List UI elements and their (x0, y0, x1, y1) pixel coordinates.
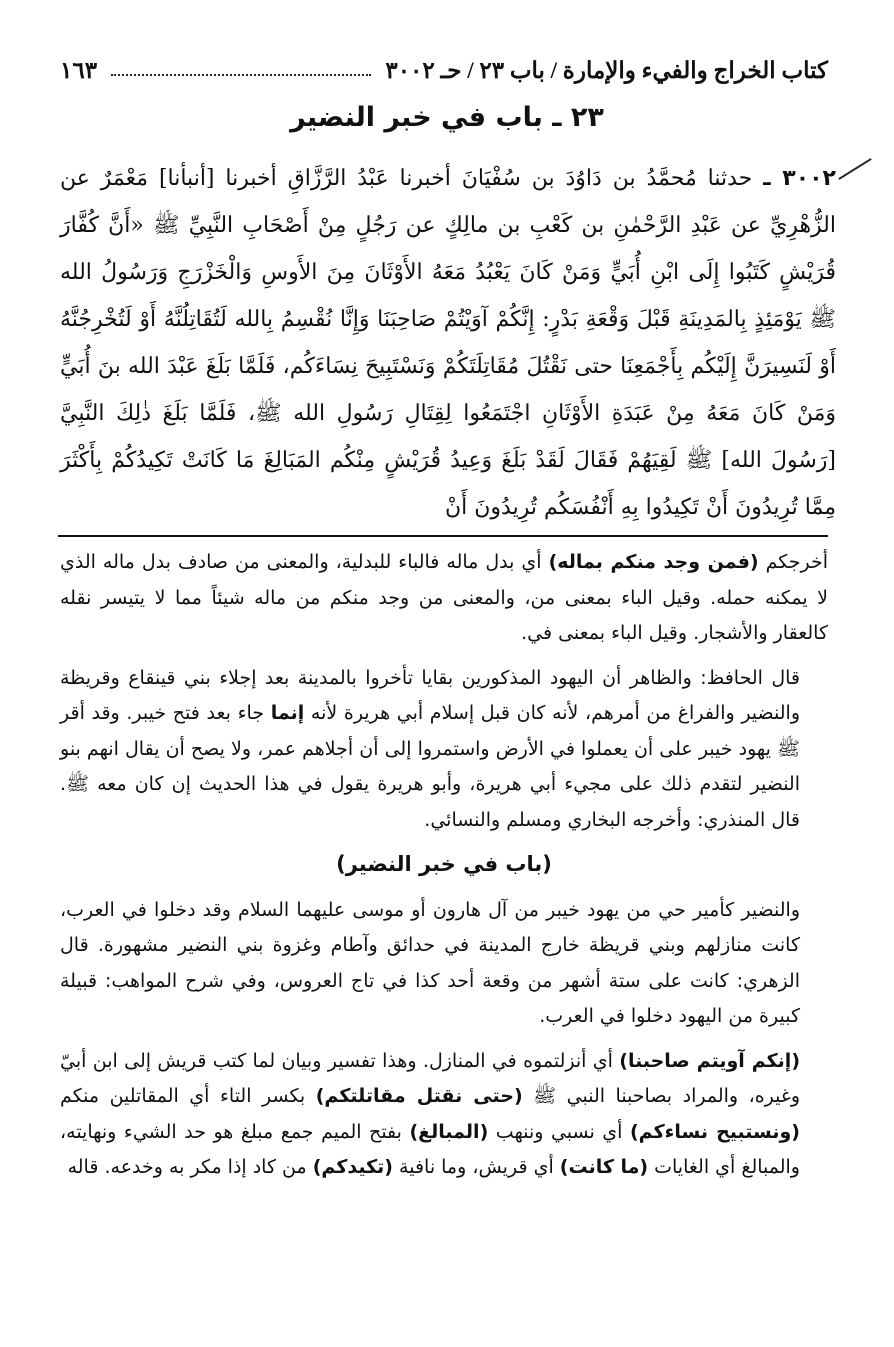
text-run: جاء بعد فتح خيبر. وقد أقر ﷺ يهود خيبر على أن يعملوا في الأرض واستمروا إلى أن أجلاهم عمر، ولا يصح أن يقال انهم بنو النضير لتقدم ذلك على مجيء أبي هريرة، وأبو هريرة يقول في هذا الحديث إن كان معه ﷺ. قال المنذري: وأخرجه البخاري ومسلم والنسائي. (60, 702, 800, 831)
text-run: أي قريش، وما نافية (392, 1156, 560, 1178)
leader-dots (111, 74, 371, 76)
running-header (60, 50, 828, 92)
bold-phrase: (ما كانت) (559, 1156, 649, 1178)
margin-mark (838, 158, 871, 180)
bold-phrase: (فمن وجد منكم بماله) (548, 551, 759, 573)
running-title: كتاب الخراج والفيء والإمارة / باب ٢٣ / حـ ٣٠٠٢ (385, 58, 828, 83)
page-number: ١٦٣ (60, 58, 98, 83)
bold-phrase: (ونستبيح نساءكم) (630, 1120, 800, 1143)
text-run: بكسر التاء أي المقاتلين منكم (60, 1085, 316, 1107)
section-divider (58, 535, 828, 537)
bold-phrase: إنما (270, 702, 305, 724)
commentary-paragraph-3: والنضير كأمير حي من يهود خيبر من آل هارون أو موسى عليهما السلام وقد دخلوا في العرب، كانت منازلهم وبني قريظة خارج المدينة في حدائق وآطام وغزوة بني النضير مشهورة. قال الزهري: كانت على ستة أشهر من وقعة أحد كذا في تاج العروس، وفي شرح المواهب: قبيلة كبيرة من اليهود دخلوا في العرب. (60, 898, 800, 1027)
bold-phrase: (إنكم آويتم صاحبنا) (619, 1049, 801, 1072)
commentary-paragraph-2 (60, 661, 828, 839)
bold-phrase: (حتى نقتل مقاتلتكم) (315, 1085, 523, 1107)
bold-phrase: (تكيدكم) (312, 1156, 393, 1178)
commentary (60, 545, 828, 1195)
text-run: أي أنزلتموه في المنازل. وهذا تفسير وبيان لما كتب قريش إلى ابن أبيّ وغيره، والمراد بصاحبنا النبي ﷺ (60, 1049, 800, 1107)
hadith-number: ٣٠٠٢ ـ (763, 166, 836, 191)
text-run: من كاد إذا مكر به وخدعه. قاله (67, 1156, 313, 1178)
hadith-text (60, 155, 836, 531)
text-run: أخرجكم (758, 551, 828, 573)
bold-phrase: (المبالغ) (409, 1120, 489, 1143)
chapter-title: ٢٣ ـ باب في خبر النضير (290, 102, 604, 133)
section-subheading: (باب في خبر النضير) (336, 852, 552, 876)
commentary-paragraph-4 (60, 1044, 828, 1186)
commentary-paragraph-1 (60, 545, 828, 652)
hadith-body: حدثنا مُحمَّدُ بن دَاوُدَ بن سُفْيَانَ أخبرنا عَبْدُ الرَّزَّاقِ أخبرنا [أنبأنا] مَعْمَرٌ عن الزُّهْرِيِّ عن عَبْدِ الرَّحْمٰنِ بن كَعْبِ بن مالِكٍ عن رَجُلٍ مِنْ أَصْحَابِ النَّبِيِّ ﷺ «أَنَّ كُفَّارَ قُرَيْشٍ كَتَبُوا إِلَى ابْنِ أُبَيٍّ وَمَنْ كَانَ يَعْبُدُ مَعَهُ الأَوْثَانَ مِنَ الأَوسِ وَالْخَزْرَجِ وَرَسُولُ الله ﷺ يَوْمَئِذٍ بِالمَدِينَةِ قَبْلَ وَقْعَةِ بَدْرٍ: إِنَّكُمْ آوَيْتُمْ صَاحِبَنَا وَإِنَّا نُقْسِمُ بِالله لَتُقَاتِلُنَّهُ أَوْ لَتُخْرِجُنَّهُ أَوْ لَنَسِيرَنَّ إِلَيْكُم بِأَجْمَعِنَا حتى نَقْتُلَ مُقَاتِلَتَكُمْ وَنَسْتَبِيحَ نِسَاءَكُم، فَلَمَّا بَلَغَ عَبْدَ الله بنَ أُبَيٍّ وَمَنْ كَانَ مَعَهُ مِنْ عَبَدَةِ الأَوْثَانِ اجْتَمَعُوا لِقِتَالِ رَسُولِ الله ﷺ، فَلَمَّا بَلَغَ ذٰلِكَ النَّبِيَّ [رَسُولَ الله] ﷺ لَقِيَهُمْ فَقَالَ لَقَدْ بَلَغَ وَعِيدُ قُرَيْشٍ مِنْكُم المَبَالِغَ مَا كَانَتْ تَكِيدُكُمْ بِأَكْثَرَ مِمَّا تُرِيدُونَ أَنْ تَكِيدُوا بِهِ أَنْفُسَكُم تُرِيدُونَ أَنْ (60, 166, 837, 520)
text-run: بفتح الميم جمع مبلغ هو حد الشيء ونهايته، والمبالغ أي الغايات (60, 1120, 800, 1178)
text-run: قال الحافظ: والظاهر أن اليهود المذكورين بقايا تأخروا بالمدينة بعد إجلاء بني قينقاع وقريظة والنضير والفراغ من أمرهم، لأنه كان قبل إسلام أبي هريرة لأنه (60, 666, 800, 724)
text-run: أي بدل ماله فالباء للبدلية، والمعنى من صادف بدل ماله الذي لا يمكنه حمله. وقيل الباء بمعنى من، والمعنى من وجد منكم من ماله شيئاً مما لا يتيسر نقله كالعقار والأشجار. وقيل الباء بمعنى في. (60, 551, 828, 644)
text-run: أي نسبي وننهب (488, 1120, 630, 1143)
